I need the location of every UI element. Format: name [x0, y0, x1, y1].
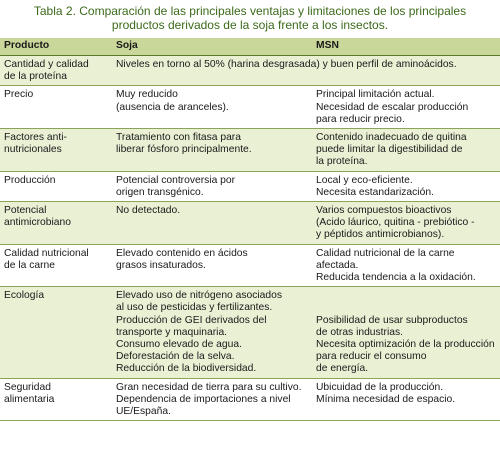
- table-header-row: [0, 38, 500, 56]
- header-soja: Soja: [112, 38, 312, 56]
- cell-line: Ubicuidad de la producción.: [316, 381, 444, 393]
- cell-line: Niveles en torno al 50% (harina desgrasada) y buen perfil de aminoácidos.: [116, 59, 457, 70]
- cell-line: nutricionales: [4, 144, 62, 156]
- comparison-table: [0, 38, 500, 421]
- cell-line: No detectado.: [116, 205, 181, 217]
- cell-product: [0, 378, 112, 421]
- cell-product: [0, 129, 112, 172]
- cell-line: Reducida tendencia a la oxidación.: [316, 272, 476, 284]
- cell-line: antimicrobiano: [4, 217, 71, 229]
- cell-line: Producción de GEI derivados del: [116, 314, 267, 326]
- cell-line: Seguridad: [4, 381, 51, 393]
- cell-soja: [112, 171, 312, 201]
- cell-msn: [312, 202, 500, 245]
- header-msn: MSN: [312, 38, 500, 56]
- cell-product: [0, 244, 112, 287]
- cell-line: Mínima necesidad de espacio.: [316, 393, 456, 405]
- cell-line: Calidad nutricional de la carne: [316, 247, 455, 259]
- cell-line: la proteína.: [316, 156, 368, 168]
- cell-soja: [112, 378, 312, 421]
- cell-line: Calidad nutricional: [4, 247, 89, 259]
- cell-line: Precio: [4, 89, 34, 101]
- cell-line: Deforestación de la selva.: [116, 351, 235, 363]
- cell-product: [0, 202, 112, 245]
- table-caption: [0, 4, 500, 32]
- cell-msn: [312, 287, 500, 378]
- caption-line-1: Tabla 2. Comparación de las principales ventajas y limitaciones de los principales: [33, 4, 467, 18]
- cell-line: [316, 290, 496, 302]
- cell-line: liberar fósforo principalmente.: [116, 144, 252, 156]
- cell-line: transporte y maquinaria.: [116, 326, 228, 338]
- cell-line: UE/España.: [116, 406, 171, 418]
- cell-line: Dependencia de importaciones a nivel: [116, 393, 291, 405]
- cell-line: Necesita optimización de la producción: [316, 339, 495, 351]
- cell-line: para reducir precio.: [316, 113, 405, 125]
- cell-line: Consumo elevado de agua.: [116, 339, 242, 351]
- cell-line: Principal limitación actual.: [316, 89, 435, 101]
- cell-line: de energía.: [316, 363, 369, 375]
- cell-line: alimentaria: [4, 393, 55, 405]
- cell-soja: [112, 86, 312, 129]
- cell-line: (Acido láurico, quitina - prebiótico -: [316, 217, 475, 229]
- table-row: [0, 287, 500, 378]
- cell-line: origen transgénico.: [116, 186, 204, 198]
- cell-line: y péptidos antimicrobianos).: [316, 229, 445, 241]
- cell-line: Producción: [4, 174, 56, 186]
- cell-line: Contenido inadecuado de quitina: [316, 132, 467, 144]
- cell-msn: [312, 129, 500, 172]
- cell-line: grasos insaturados.: [116, 259, 206, 271]
- table-row: [0, 202, 500, 245]
- cell-line: Potencial: [4, 205, 47, 217]
- cell-line: puede limitar la digestibilidad de: [316, 144, 463, 156]
- cell-product: [0, 287, 112, 378]
- cell-line: al uso de pesticidas y fertilizantes.: [116, 302, 273, 314]
- header-producto: Producto: [0, 38, 112, 56]
- cell-soja: [112, 244, 312, 287]
- cell-msn: [312, 86, 500, 129]
- cell-line: Posibilidad de usar subproductos: [316, 314, 468, 326]
- table-row: [0, 56, 500, 86]
- cell-line: [316, 302, 496, 314]
- cell-product: [0, 171, 112, 201]
- cell-line: (ausencia de aranceles).: [116, 101, 229, 113]
- cell-line: para reducir el consumo: [316, 351, 427, 363]
- cell-msn: [312, 378, 500, 421]
- cell-line: Potencial controversia por: [116, 174, 236, 186]
- cell-line: Cantidad y calidad: [4, 59, 89, 70]
- cell-soja: [112, 287, 312, 378]
- table-row: [0, 244, 500, 287]
- cell-line: Muy reducido: [116, 89, 178, 101]
- cell-line: Local y eco-eficiente.: [316, 174, 413, 186]
- cell-soja: [112, 202, 312, 245]
- cell-msn: [312, 171, 500, 201]
- cell-soja: [112, 129, 312, 172]
- cell-line: Gran necesidad de tierra para su cultivo.: [116, 381, 302, 393]
- cell-msn: [312, 244, 500, 287]
- cell-merged: [112, 56, 500, 86]
- cell-line: Ecología: [4, 290, 45, 302]
- cell-line: afectada.: [316, 259, 359, 271]
- table-row: [0, 378, 500, 421]
- table-row: [0, 86, 500, 129]
- cell-line: Tratamiento con fitasa para: [116, 132, 241, 144]
- table-row: [0, 171, 500, 201]
- cell-product: [0, 86, 112, 129]
- cell-line: Reducción de la biodiversidad.: [116, 363, 257, 375]
- cell-product: [0, 56, 112, 86]
- cell-line: de otras industrias.: [316, 326, 403, 338]
- cell-line: Factores anti-: [4, 132, 67, 144]
- caption-line-2: productos derivados de la soja frente a los insectos.: [111, 18, 389, 32]
- cell-line: de la carne: [4, 259, 55, 271]
- cell-line: Necesidad de escalar producción: [316, 101, 469, 113]
- cell-line: Necesita estandarización.: [316, 186, 434, 198]
- table-row: [0, 129, 500, 172]
- cell-line: de la proteína: [4, 71, 67, 83]
- cell-line: Elevado contenido en ácidos: [116, 247, 248, 259]
- cell-line: Varios compuestos bioactivos: [316, 205, 452, 217]
- cell-line: Elevado uso de nitrógeno asociados: [116, 290, 283, 302]
